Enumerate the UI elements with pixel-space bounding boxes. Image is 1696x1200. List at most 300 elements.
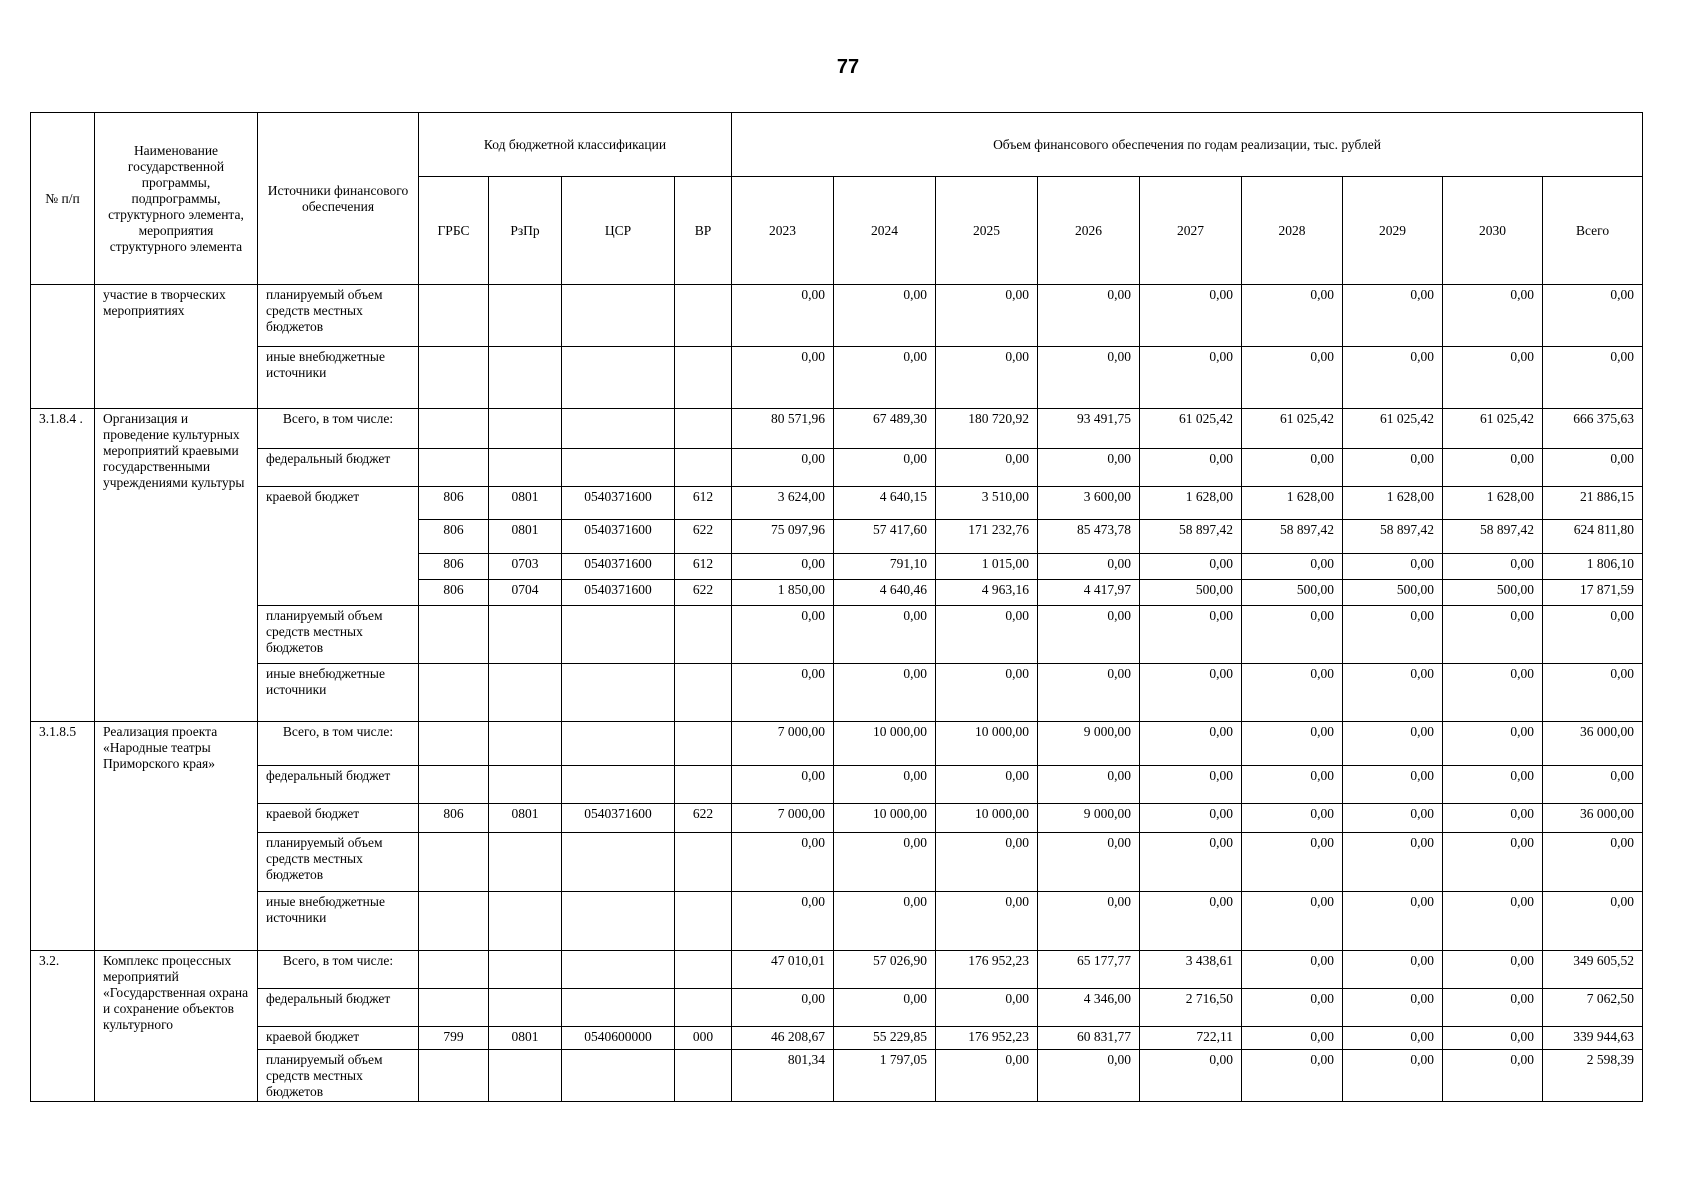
table-row (31, 833, 1643, 892)
kbk-vr (675, 449, 732, 487)
kbk-csr: 0540371600 (562, 487, 675, 520)
kbk-csr: 0540371600 (562, 804, 675, 833)
value-2030: 1 628,00 (1443, 487, 1543, 520)
value-2029: 0,00 (1343, 892, 1443, 951)
value-2030: 0,00 (1443, 766, 1543, 804)
value-2024: 0,00 (834, 833, 936, 892)
funding-source: планируемый объем средств местных бюджетов (258, 1050, 419, 1102)
kbk-grbs (419, 892, 489, 951)
table-row (31, 1027, 1643, 1050)
funding-source: федеральный бюджет (258, 766, 419, 804)
kbk-vr (675, 664, 732, 722)
value-2028: 0,00 (1242, 449, 1343, 487)
table-row (31, 989, 1643, 1027)
value-2029: 0,00 (1343, 833, 1443, 892)
value-2030: 61 025,42 (1443, 409, 1543, 449)
value-2023: 47 010,01 (732, 951, 834, 989)
value-2025: 0,00 (936, 347, 1038, 409)
kbk-grbs: 806 (419, 804, 489, 833)
value-2029: 0,00 (1343, 766, 1443, 804)
header-kbk-vr: ВР (675, 177, 732, 285)
value-2025: 3 510,00 (936, 487, 1038, 520)
value-2025: 0,00 (936, 1050, 1038, 1102)
table-row (31, 285, 1643, 347)
funding-source: краевой бюджет (258, 804, 419, 833)
kbk-rzpr (489, 449, 562, 487)
value-2026: 4 346,00 (1038, 989, 1140, 1027)
table-row (31, 409, 1643, 449)
value-total: 36 000,00 (1543, 722, 1643, 766)
value-2025: 0,00 (936, 766, 1038, 804)
value-2025: 0,00 (936, 449, 1038, 487)
kbk-grbs (419, 951, 489, 989)
table-row (31, 892, 1643, 951)
kbk-grbs: 806 (419, 487, 489, 520)
kbk-csr (562, 951, 675, 989)
value-total: 0,00 (1543, 664, 1643, 722)
value-2025: 0,00 (936, 664, 1038, 722)
value-2023: 0,00 (732, 989, 834, 1027)
funding-source: федеральный бюджет (258, 989, 419, 1027)
value-2023: 1 850,00 (732, 580, 834, 606)
value-2026: 0,00 (1038, 606, 1140, 664)
funding-source: планируемый объем средств местных бюджетов (258, 833, 419, 892)
value-2024: 0,00 (834, 449, 936, 487)
value-2026: 93 491,75 (1038, 409, 1140, 449)
value-total: 0,00 (1543, 833, 1643, 892)
kbk-grbs (419, 989, 489, 1027)
value-2030: 0,00 (1443, 449, 1543, 487)
value-2024: 55 229,85 (834, 1027, 936, 1050)
value-2026: 65 177,77 (1038, 951, 1140, 989)
kbk-rzpr (489, 892, 562, 951)
table-body (31, 285, 1643, 1102)
kbk-csr: 0540371600 (562, 554, 675, 580)
kbk-grbs (419, 833, 489, 892)
value-2029: 0,00 (1343, 285, 1443, 347)
value-2025: 10 000,00 (936, 722, 1038, 766)
funding-source: Всего, в том числе: (258, 409, 419, 449)
kbk-rzpr (489, 833, 562, 892)
value-2027: 1 628,00 (1140, 487, 1242, 520)
value-total: 0,00 (1543, 347, 1643, 409)
page-number: 77 (836, 56, 860, 78)
kbk-grbs (419, 722, 489, 766)
kbk-rzpr (489, 409, 562, 449)
kbk-csr (562, 989, 675, 1027)
header-year-2024: 2024 (834, 177, 936, 285)
item-number: 3.1.8.5 (31, 722, 95, 951)
value-2023: 0,00 (732, 892, 834, 951)
value-2029: 0,00 (1343, 951, 1443, 989)
value-2026: 0,00 (1038, 664, 1140, 722)
value-2028: 0,00 (1242, 1050, 1343, 1102)
item-name: участие в творческих мероприятиях (95, 285, 258, 409)
value-2023: 7 000,00 (732, 722, 834, 766)
funding-source: федеральный бюджет (258, 449, 419, 487)
value-2026: 0,00 (1038, 554, 1140, 580)
value-2025: 1 015,00 (936, 554, 1038, 580)
kbk-vr: 612 (675, 487, 732, 520)
table-row (31, 606, 1643, 664)
kbk-csr (562, 409, 675, 449)
value-2025: 0,00 (936, 989, 1038, 1027)
kbk-grbs: 806 (419, 580, 489, 606)
funding-source: краевой бюджет (258, 487, 419, 606)
kbk-grbs (419, 449, 489, 487)
value-2025: 176 952,23 (936, 1027, 1038, 1050)
funding-source: иные внебюджетные источники (258, 347, 419, 409)
value-2028: 0,00 (1242, 1027, 1343, 1050)
value-2024: 0,00 (834, 347, 936, 409)
value-2024: 57 417,60 (834, 520, 936, 554)
value-2026: 9 000,00 (1038, 722, 1140, 766)
value-2029: 61 025,42 (1343, 409, 1443, 449)
value-2030: 0,00 (1443, 1027, 1543, 1050)
value-2028: 0,00 (1242, 664, 1343, 722)
value-2029: 0,00 (1343, 347, 1443, 409)
kbk-vr: 000 (675, 1027, 732, 1050)
value-2028: 1 628,00 (1242, 487, 1343, 520)
kbk-grbs (419, 664, 489, 722)
value-2023: 80 571,96 (732, 409, 834, 449)
kbk-vr (675, 722, 732, 766)
value-2024: 4 640,46 (834, 580, 936, 606)
value-2025: 10 000,00 (936, 804, 1038, 833)
value-2025: 180 720,92 (936, 409, 1038, 449)
value-2025: 176 952,23 (936, 951, 1038, 989)
funding-source: иные внебюджетные источники (258, 664, 419, 722)
value-2030: 0,00 (1443, 664, 1543, 722)
value-total: 666 375,63 (1543, 409, 1643, 449)
item-name: Реализация проекта «Народные театры Приморского края» (95, 722, 258, 951)
funding-source: Всего, в том числе: (258, 951, 419, 989)
budget-table (30, 112, 1643, 1102)
kbk-rzpr (489, 766, 562, 804)
item-name: Комплекс процессных мероприятий «Государственная охрана и сохранение объектов культурного (95, 951, 258, 1102)
value-2027: 61 025,42 (1140, 409, 1242, 449)
header-kbk-csr: ЦСР (562, 177, 675, 285)
value-2026: 0,00 (1038, 449, 1140, 487)
table-row (31, 766, 1643, 804)
value-total: 0,00 (1543, 285, 1643, 347)
value-total: 1 806,10 (1543, 554, 1643, 580)
kbk-vr (675, 766, 732, 804)
kbk-vr (675, 892, 732, 951)
table-row (31, 449, 1643, 487)
value-total: 0,00 (1543, 449, 1643, 487)
value-2030: 0,00 (1443, 989, 1543, 1027)
kbk-vr (675, 285, 732, 347)
value-2027: 722,11 (1140, 1027, 1242, 1050)
value-total: 624 811,80 (1543, 520, 1643, 554)
kbk-csr (562, 449, 675, 487)
header-kbk-grbs: ГРБС (419, 177, 489, 285)
value-2027: 0,00 (1140, 892, 1242, 951)
kbk-vr: 612 (675, 554, 732, 580)
value-2027: 0,00 (1140, 804, 1242, 833)
value-2026: 85 473,78 (1038, 520, 1140, 554)
kbk-vr (675, 833, 732, 892)
value-2027: 0,00 (1140, 833, 1242, 892)
value-total: 0,00 (1543, 766, 1643, 804)
value-2028: 0,00 (1242, 554, 1343, 580)
kbk-grbs: 799 (419, 1027, 489, 1050)
value-2028: 0,00 (1242, 951, 1343, 989)
header-year-2030: 2030 (1443, 177, 1543, 285)
value-2029: 0,00 (1343, 1050, 1443, 1102)
value-2027: 500,00 (1140, 580, 1242, 606)
value-2028: 500,00 (1242, 580, 1343, 606)
value-2027: 0,00 (1140, 347, 1242, 409)
kbk-csr (562, 606, 675, 664)
header-name: Наименование государственной программы, подпрограммы, структурного элемента, мероприятия структурного элемента (95, 113, 258, 285)
value-2025: 171 232,76 (936, 520, 1038, 554)
value-2029: 0,00 (1343, 989, 1443, 1027)
value-2027: 3 438,61 (1140, 951, 1242, 989)
value-2023: 0,00 (732, 554, 834, 580)
funding-source: планируемый объем средств местных бюджетов (258, 285, 419, 347)
value-2029: 0,00 (1343, 554, 1443, 580)
value-2024: 0,00 (834, 664, 936, 722)
value-2024: 0,00 (834, 892, 936, 951)
header-year-2023: 2023 (732, 177, 834, 285)
value-2029: 1 628,00 (1343, 487, 1443, 520)
table-row (31, 722, 1643, 766)
kbk-vr (675, 1050, 732, 1102)
value-2028: 0,00 (1242, 833, 1343, 892)
value-2030: 58 897,42 (1443, 520, 1543, 554)
header-no: № п/п (31, 113, 95, 285)
value-2023: 3 624,00 (732, 487, 834, 520)
value-2024: 0,00 (834, 989, 936, 1027)
kbk-csr (562, 347, 675, 409)
value-2027: 0,00 (1140, 664, 1242, 722)
kbk-vr (675, 347, 732, 409)
funding-source: иные внебюджетные источники (258, 892, 419, 951)
table-row (31, 487, 1643, 520)
value-2024: 791,10 (834, 554, 936, 580)
item-name: Организация и проведение культурных мероприятий краевыми государственными учреждениями культуры (95, 409, 258, 722)
kbk-vr (675, 606, 732, 664)
kbk-vr (675, 409, 732, 449)
value-2029: 0,00 (1343, 722, 1443, 766)
value-2025: 0,00 (936, 606, 1038, 664)
value-2023: 75 097,96 (732, 520, 834, 554)
value-2023: 0,00 (732, 347, 834, 409)
value-total: 7 062,50 (1543, 989, 1643, 1027)
value-2026: 4 417,97 (1038, 580, 1140, 606)
value-2029: 58 897,42 (1343, 520, 1443, 554)
kbk-rzpr (489, 347, 562, 409)
value-2023: 0,00 (732, 285, 834, 347)
kbk-vr (675, 951, 732, 989)
kbk-rzpr (489, 989, 562, 1027)
item-number (31, 285, 95, 409)
value-2029: 0,00 (1343, 664, 1443, 722)
value-2026: 0,00 (1038, 347, 1140, 409)
value-2030: 0,00 (1443, 951, 1543, 989)
value-2028: 0,00 (1242, 892, 1343, 951)
header-kbk-rzpr: РзПр (489, 177, 562, 285)
value-2028: 0,00 (1242, 989, 1343, 1027)
kbk-grbs: 806 (419, 554, 489, 580)
kbk-rzpr (489, 664, 562, 722)
value-2024: 0,00 (834, 766, 936, 804)
kbk-csr (562, 833, 675, 892)
header-volume: Объем финансового обеспечения по годам реализации, тыс. рублей (732, 113, 1643, 177)
value-total: 349 605,52 (1543, 951, 1643, 989)
header-year-2028: 2028 (1242, 177, 1343, 285)
value-2024: 4 640,15 (834, 487, 936, 520)
value-2030: 0,00 (1443, 804, 1543, 833)
value-2029: 0,00 (1343, 804, 1443, 833)
kbk-rzpr: 0703 (489, 554, 562, 580)
value-2023: 0,00 (732, 664, 834, 722)
value-2026: 0,00 (1038, 766, 1140, 804)
value-2026: 0,00 (1038, 833, 1140, 892)
value-2027: 0,00 (1140, 449, 1242, 487)
kbk-csr (562, 892, 675, 951)
header-kbk: Код бюджетной классификации (419, 113, 732, 177)
value-2024: 10 000,00 (834, 722, 936, 766)
kbk-rzpr: 0801 (489, 487, 562, 520)
kbk-csr: 0540371600 (562, 580, 675, 606)
value-2030: 0,00 (1443, 722, 1543, 766)
value-2030: 0,00 (1443, 606, 1543, 664)
kbk-rzpr (489, 285, 562, 347)
value-2030: 0,00 (1443, 554, 1543, 580)
value-2026: 9 000,00 (1038, 804, 1140, 833)
value-2028: 0,00 (1242, 722, 1343, 766)
kbk-rzpr: 0704 (489, 580, 562, 606)
kbk-vr: 622 (675, 520, 732, 554)
kbk-grbs: 806 (419, 520, 489, 554)
value-2030: 0,00 (1443, 892, 1543, 951)
kbk-csr: 0540371600 (562, 520, 675, 554)
value-2028: 0,00 (1242, 804, 1343, 833)
value-2026: 3 600,00 (1038, 487, 1140, 520)
value-2028: 0,00 (1242, 766, 1343, 804)
funding-source: планируемый объем средств местных бюджетов (258, 606, 419, 664)
value-2029: 500,00 (1343, 580, 1443, 606)
header-source: Источники финансового обеспечения (258, 113, 419, 285)
header-year-2025: 2025 (936, 177, 1038, 285)
header-year-2029: 2029 (1343, 177, 1443, 285)
value-2024: 0,00 (834, 606, 936, 664)
value-2025: 0,00 (936, 285, 1038, 347)
table-row (31, 804, 1643, 833)
kbk-csr (562, 285, 675, 347)
value-2030: 0,00 (1443, 347, 1543, 409)
value-total: 0,00 (1543, 892, 1643, 951)
kbk-rzpr: 0801 (489, 804, 562, 833)
value-2027: 0,00 (1140, 606, 1242, 664)
value-2027: 0,00 (1140, 1050, 1242, 1102)
value-2024: 1 797,05 (834, 1050, 936, 1102)
value-total: 21 886,15 (1543, 487, 1643, 520)
value-2023: 46 208,67 (732, 1027, 834, 1050)
header-year-total: Всего (1543, 177, 1643, 285)
value-2029: 0,00 (1343, 449, 1443, 487)
value-2030: 0,00 (1443, 1050, 1543, 1102)
funding-source: Всего, в том числе: (258, 722, 419, 766)
value-total: 339 944,63 (1543, 1027, 1643, 1050)
kbk-csr (562, 766, 675, 804)
kbk-rzpr (489, 1050, 562, 1102)
table-row (31, 1050, 1643, 1102)
value-total: 36 000,00 (1543, 804, 1643, 833)
table-row (31, 951, 1643, 989)
kbk-rzpr (489, 606, 562, 664)
value-2023: 0,00 (732, 766, 834, 804)
kbk-vr (675, 989, 732, 1027)
value-total: 0,00 (1543, 606, 1643, 664)
kbk-rzpr: 0801 (489, 1027, 562, 1050)
value-2028: 61 025,42 (1242, 409, 1343, 449)
kbk-csr (562, 664, 675, 722)
value-total: 17 871,59 (1543, 580, 1643, 606)
value-2027: 2 716,50 (1140, 989, 1242, 1027)
kbk-rzpr: 0801 (489, 520, 562, 554)
value-2029: 0,00 (1343, 1027, 1443, 1050)
value-2028: 0,00 (1242, 606, 1343, 664)
kbk-csr (562, 1050, 675, 1102)
value-2024: 67 489,30 (834, 409, 936, 449)
value-2024: 0,00 (834, 285, 936, 347)
value-2027: 0,00 (1140, 722, 1242, 766)
kbk-vr: 622 (675, 580, 732, 606)
kbk-grbs (419, 606, 489, 664)
value-2023: 0,00 (732, 606, 834, 664)
value-2027: 0,00 (1140, 285, 1242, 347)
value-2026: 0,00 (1038, 892, 1140, 951)
value-2025: 0,00 (936, 892, 1038, 951)
kbk-rzpr (489, 722, 562, 766)
value-total: 2 598,39 (1543, 1050, 1643, 1102)
kbk-csr: 0540600000 (562, 1027, 675, 1050)
kbk-vr: 622 (675, 804, 732, 833)
value-2023: 7 000,00 (732, 804, 834, 833)
value-2026: 60 831,77 (1038, 1027, 1140, 1050)
value-2028: 58 897,42 (1242, 520, 1343, 554)
value-2027: 0,00 (1140, 554, 1242, 580)
item-number: 3.1.8.4 . (31, 409, 95, 722)
kbk-grbs (419, 285, 489, 347)
kbk-grbs (419, 1050, 489, 1102)
value-2023: 801,34 (732, 1050, 834, 1102)
value-2028: 0,00 (1242, 285, 1343, 347)
value-2027: 0,00 (1140, 766, 1242, 804)
kbk-rzpr (489, 951, 562, 989)
value-2023: 0,00 (732, 833, 834, 892)
header-year-2026: 2026 (1038, 177, 1140, 285)
value-2028: 0,00 (1242, 347, 1343, 409)
kbk-grbs (419, 347, 489, 409)
value-2024: 10 000,00 (834, 804, 936, 833)
value-2030: 0,00 (1443, 833, 1543, 892)
kbk-grbs (419, 766, 489, 804)
value-2030: 500,00 (1443, 580, 1543, 606)
kbk-csr (562, 722, 675, 766)
value-2029: 0,00 (1343, 606, 1443, 664)
value-2025: 0,00 (936, 833, 1038, 892)
value-2030: 0,00 (1443, 285, 1543, 347)
table-row (31, 347, 1643, 409)
header-year-2027: 2027 (1140, 177, 1242, 285)
value-2026: 0,00 (1038, 285, 1140, 347)
value-2027: 58 897,42 (1140, 520, 1242, 554)
